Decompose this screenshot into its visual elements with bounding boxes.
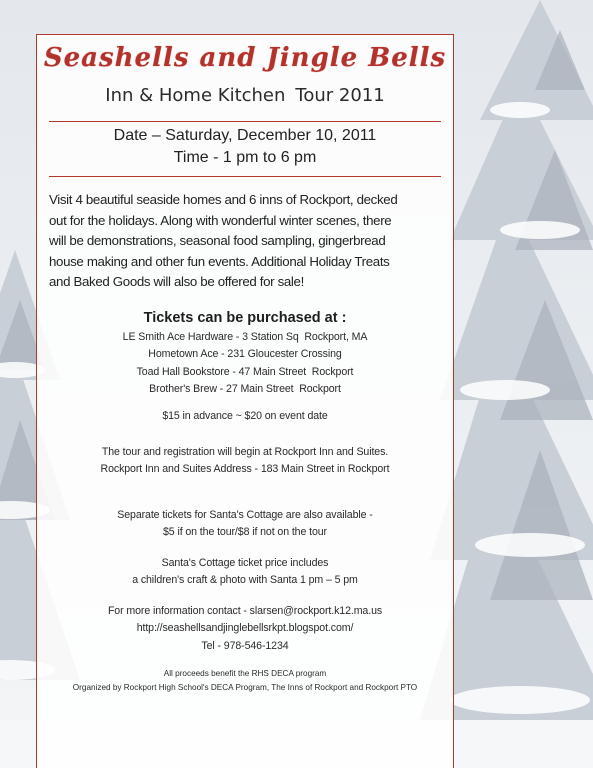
- ticket-location: Toad Hall Bookstore - 47 Main Street Rockport: [136, 365, 354, 378]
- price-line: $15 in advance ~ $20 on event date: [162, 410, 328, 422]
- registration-line: Rockport Inn and Suites Address - 183 Main Street in Rockport: [100, 463, 390, 476]
- event-time: Time - 1 pm to 6 pm: [173, 149, 317, 166]
- intro-paragraph: [49, 190, 449, 293]
- contact-website-line: http://seashellsandjinglebellsrkpt.blogspot.com/: [136, 622, 354, 635]
- intro-line: will be demonstrations, seasonal food sampling, gingerbread: [49, 233, 386, 248]
- ticket-prices: [37, 408, 453, 425]
- flyer-panel: [36, 34, 454, 768]
- santa-includes-line: Santa's Cottage ticket price includes: [161, 557, 329, 569]
- contact-email-line: For more information contact - slarsen@rockport.k12.ma.us: [107, 605, 383, 617]
- santa-includes-info: [37, 555, 453, 590]
- flyer-title: Seashells and Jingle Bells: [43, 43, 447, 73]
- intro-line: out for the holidays. Along with wonderful winter scenes, there: [49, 212, 392, 228]
- santa-ticket-line: $5 if on the tour/$8 if not on the tour: [163, 526, 327, 539]
- contact-phone-line: Tel - 978-546-1234: [201, 639, 289, 652]
- ticket-location: Brother's Brew - 27 Main Street Rockport: [149, 382, 341, 395]
- subtitle-year: Tour 2011: [295, 85, 385, 106]
- divider-top: [49, 121, 441, 122]
- santa-tickets-info: [37, 507, 453, 542]
- flyer-subtitle: [37, 85, 453, 106]
- event-date: Date – Saturday, December 10, 2011: [113, 127, 377, 144]
- ticket-location: Hometown Ace - 231 Gloucester Crossing: [148, 348, 342, 361]
- intro-line: Visit 4 beautiful seaside homes and 6 inns of Rockport, decked: [49, 192, 398, 207]
- flyer-footer: [37, 667, 453, 694]
- santa-ticket-line: Separate tickets for Santa's Cottage are also available -: [117, 509, 373, 521]
- registration-info: [37, 444, 453, 479]
- registration-line: The tour and registration will begin at Rockport Inn and Suites.: [101, 446, 389, 458]
- ticket-location: LE Smith Ace Hardware - 3 Station Sq Rockport, MA: [122, 331, 368, 343]
- footer-proceeds: All proceeds benefit the RHS DECA program: [163, 669, 327, 678]
- event-date-time: [37, 125, 453, 169]
- tickets-heading: Tickets can be purchased at :: [143, 310, 347, 326]
- intro-line: and Baked Goods will also be offered for sale!: [49, 274, 304, 289]
- divider-bottom: [49, 176, 441, 177]
- contact-info: [37, 603, 453, 655]
- footer-organizers: Organized by Rockport High School's DECA Program, The Inns of Rockport and Rockport PTO: [72, 682, 418, 692]
- santa-includes-line: a children's craft & photo with Santa 1 pm – 5 pm: [132, 574, 358, 587]
- subtitle-event-name: Inn & Home Kitchen: [105, 85, 286, 106]
- intro-line: house making and other fun events. Additional Holiday Treats: [49, 253, 390, 269]
- ticket-locations: [37, 329, 453, 398]
